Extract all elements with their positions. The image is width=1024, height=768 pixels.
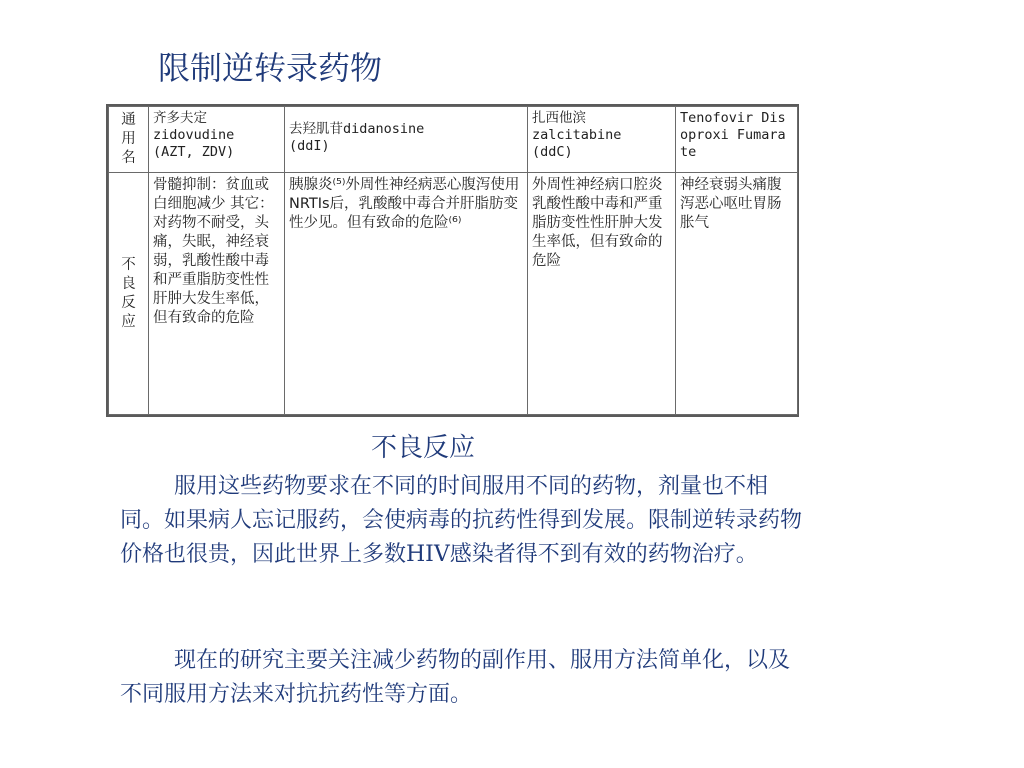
row-header-char: 不 (121, 256, 136, 273)
drug-name-cn: 去羟肌苷 (289, 121, 343, 137)
drug-name-cell-1 (149, 107, 285, 173)
row-header-char: 反 (121, 294, 136, 311)
row-header-char: 良 (121, 275, 136, 292)
adverse-cell-2: 胰腺炎⁽⁵⁾外周性神经病恶心腹泻使用NRTIs后，乳酸酸中毒合并肝脂肪变性少见。但有致命的危险⁽⁶⁾ (285, 173, 528, 415)
drug-name-cell-2 (285, 107, 528, 173)
adverse-cell-3: 外周性神经病口腔炎乳酸性酸中毒和严重脂肪变性性肝肿大发生率低，但有致命的危险 (528, 173, 676, 415)
drug-name-cn: 扎西他滨 (532, 110, 586, 126)
drug-abbr: (AZT, ZDV) (153, 144, 235, 160)
row-header-char: 通 (121, 112, 136, 128)
drug-name-en: Tenofovir Disoproxi Fumarate (680, 110, 786, 160)
adverse-cell-4: 神经衰弱头痛腹泻恶心呕吐胃肠胀气 (676, 173, 798, 415)
table-caption: 不良反应 (370, 433, 475, 463)
row-header-name (109, 107, 149, 173)
drug-name-cell-3 (528, 107, 676, 173)
row-header-char: 名 (121, 150, 136, 166)
body-paragraph-1: 服用这些药物要求在不同的时间服用不同的药物，剂量也不相同。如果病人忘记服药，会使病毒的抗药性得到发展。限制逆转录药物价格也很贵，因此世界上多数HIV感染者得不到有效的药物治疗。 (120, 474, 803, 567)
slide-title: 限制逆转录药物 (158, 49, 383, 87)
drug-abbr: (ddI) (289, 138, 330, 154)
drug-name-cn: 齐多夫定 (153, 110, 207, 126)
drug-name-cell-4 (676, 107, 798, 173)
drug-name-en: didanosine (343, 121, 425, 137)
drug-abbr: (ddC) (532, 144, 573, 160)
drug-table (106, 104, 799, 417)
row-header-adverse (109, 173, 149, 415)
drug-table-grid (108, 106, 798, 415)
table-row-adverse (109, 173, 798, 415)
row-header-char: 用 (121, 131, 136, 147)
drug-name-en: zalcitabine (532, 127, 622, 143)
body-paragraph-2: 现在的研究主要关注减少药物的副作用、服用方法简单化，以及不同服用方法来对抗抗药性等方面。 (120, 648, 791, 707)
adverse-cell-1: 骨髓抑制：贫血或白细胞减少 其它：对药物不耐受，头痛，失眠，神经衰弱，乳酸性酸中毒和严重脂肪变性性肝肿大发生率低，但有致命的危险 (149, 173, 285, 415)
table-row-names (109, 107, 798, 173)
row-header-char: 应 (121, 313, 136, 330)
drug-name-en: zidovudine (153, 127, 235, 143)
